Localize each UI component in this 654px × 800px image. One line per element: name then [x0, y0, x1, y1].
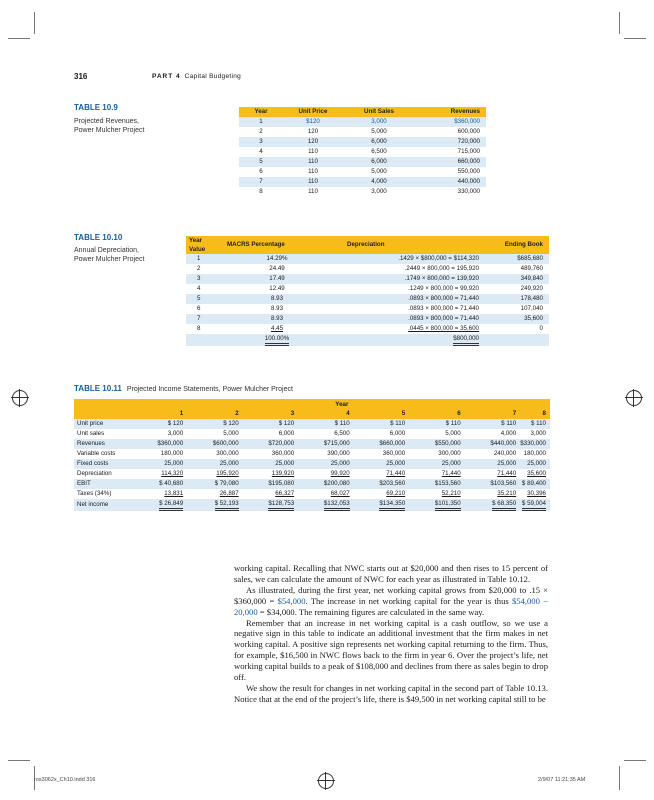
- table-cell: 110: [308, 148, 318, 155]
- table-cell: 0: [539, 325, 543, 332]
- table-cell: $132,053: [298, 499, 354, 511]
- table-cell: $ 120: [278, 420, 295, 427]
- table-row: [74, 499, 550, 511]
- crop-mark: [624, 38, 646, 39]
- table-cell: Unit price: [77, 420, 104, 427]
- table-row: [239, 187, 486, 197]
- table-row: [186, 324, 549, 334]
- table-cell: 600,000: [457, 128, 480, 135]
- table-cell: 120: [307, 138, 319, 145]
- table-cell: 249,920: [520, 285, 543, 292]
- table-cell: 349,840: [520, 275, 543, 282]
- table-cell: 360,000: [382, 450, 406, 457]
- table-cell: 100.00%: [227, 334, 327, 346]
- table-cell: 107,040: [520, 305, 543, 312]
- table-cell: 8: [259, 188, 263, 195]
- table-row: [186, 304, 549, 314]
- table-cell: 6,000: [371, 158, 387, 165]
- table-10-9-desc: Projected Revenues, Power Mulcher Project: [74, 118, 145, 134]
- table-cell: $ 110: [501, 420, 517, 427]
- table-10-10: [186, 236, 549, 346]
- table-cell: 6,000: [278, 430, 295, 437]
- table-cell: $660,000: [379, 440, 406, 447]
- table-header-cell: Year: [239, 107, 283, 117]
- registration-mark-icon: [318, 773, 334, 789]
- table-cell: 99,920: [330, 470, 350, 477]
- table-cell: 2: [259, 128, 263, 135]
- table-header-cell: 6: [409, 409, 465, 419]
- table-cell: 300,000: [438, 450, 461, 457]
- table-cell: 120: [307, 128, 319, 135]
- table-cell: .0893 × 800,000 = 71,440: [408, 315, 479, 322]
- table-cell: $685,680: [517, 255, 543, 262]
- table-cell: .1429 × $800,000 = $114,320: [398, 255, 479, 262]
- footer-file: ros3062x_Ch10.indd 316: [34, 777, 96, 783]
- crop-mark: [34, 12, 35, 34]
- table-cell: 4: [259, 148, 263, 155]
- table-cell: $ 59,004: [520, 499, 550, 511]
- table-cell: 110: [308, 168, 318, 175]
- paragraph: working capital. Recalling that NWC starts out at $20,000 and then rises to 15 percent of sales, we can calculate the amount of NWC for each year as illustrated in Table 10.12.: [234, 563, 548, 584]
- table-cell: 3: [197, 275, 201, 282]
- table-cell: $ 110: [445, 420, 461, 427]
- table-header-cell: 4: [298, 409, 354, 419]
- table-cell: 3,000: [371, 188, 387, 195]
- table-cell: $440,000: [490, 440, 517, 447]
- table-cell: 6,500: [334, 430, 350, 437]
- table-row: [239, 157, 486, 167]
- table-row: [239, 127, 486, 137]
- table-cell: .0893 × 800,000 = 71,440: [408, 295, 479, 302]
- table-cell: 6: [259, 168, 263, 175]
- table-cell: 8.93: [270, 315, 284, 322]
- table-cell: Taxes (34%): [77, 490, 112, 497]
- table-cell: $ 40,680: [159, 480, 184, 487]
- table-cell: 440,000: [457, 178, 480, 185]
- table-cell: $ 89,400: [521, 480, 546, 487]
- table-cell: 52,210: [441, 490, 461, 497]
- table-cell: $ 110: [390, 420, 406, 427]
- table-cell: 69,210: [386, 490, 406, 497]
- table-cell: 3,000: [371, 118, 387, 125]
- table-header-cell: Unit Price: [283, 107, 343, 117]
- table-row: [74, 449, 550, 459]
- table-cell: 8.93: [270, 295, 284, 302]
- table-cell: 25,000: [164, 460, 184, 467]
- table-cell: 35,210: [497, 490, 517, 497]
- table-cell: 68,027: [330, 490, 350, 497]
- table-cell: 139,920: [271, 470, 295, 477]
- table-cell: .0893 × 800,000 = 71,440: [408, 305, 479, 312]
- table-cell: 5: [197, 295, 201, 302]
- table-cell: 180,000: [160, 450, 184, 457]
- paragraph: We show the result for changes in net working capital in the second part of Table 10.13. Notice that at the end of the project’s life, there is $49,500 in net working capital still to be: [234, 682, 548, 704]
- table-cell: 5,000: [223, 430, 239, 437]
- table-cell: 330,000: [457, 188, 480, 195]
- table-cell: 25,000: [275, 460, 295, 467]
- table-header-cell: [74, 399, 134, 409]
- table-header-cell: Year: [134, 399, 550, 409]
- table-cell: $360,000: [454, 118, 480, 125]
- table-cell: 715,000: [457, 148, 480, 155]
- paragraph: As illustrated, during the first year, net working capital grows from $20,000 to .15 × $360,000 = $54,000. The increase in net working capital for the year is thus $54,000 − 20,000 = $34,000. The remaining figures are calculated in the same way.: [234, 584, 548, 617]
- table-cell: 110: [308, 188, 318, 195]
- table-cell: $720,000: [268, 440, 295, 447]
- table-cell: 6,000: [389, 430, 406, 437]
- table-10-10-desc: Annual Depreciation, Power Mulcher Project: [74, 247, 145, 263]
- table-row: [74, 439, 550, 449]
- crop-mark: [624, 760, 646, 761]
- table-cell: 25,000: [497, 460, 517, 467]
- table-cell: 110: [308, 178, 318, 185]
- table-cell: 2: [197, 265, 201, 272]
- table-cell: $ 79,080: [214, 480, 239, 487]
- table-cell: Depreciation: [77, 470, 112, 477]
- table-cell: 6,500: [371, 148, 387, 155]
- table-cell: 17.49: [269, 275, 285, 282]
- table-10-9: [239, 107, 486, 197]
- table-cell: 35,600: [527, 470, 546, 477]
- part-label: PART 4: [152, 73, 181, 80]
- table-cell: 13,831: [164, 490, 184, 497]
- table-header-cell: MACRS Percentage: [227, 236, 327, 254]
- table-cell: 25,000: [386, 460, 406, 467]
- table-cell: 25,000: [527, 460, 546, 467]
- table-cell: .0445 × 800,000 = 35,600: [408, 325, 479, 332]
- table-cell: Unit sales: [77, 430, 105, 437]
- table-cell: 390,000: [327, 450, 350, 457]
- table-row: [239, 177, 486, 187]
- table-cell: $134,350: [354, 499, 410, 511]
- table-cell: 114,320: [161, 470, 184, 477]
- table-row: [239, 117, 486, 127]
- table-cell: $128,753: [243, 499, 299, 511]
- table-cell: 1: [197, 255, 201, 262]
- table-cell: $120: [306, 118, 320, 125]
- table-row: [186, 254, 549, 264]
- table-header-cell: Unit Sales: [343, 107, 415, 117]
- table-cell: 3,000: [167, 430, 184, 437]
- table-cell: $ 110: [530, 420, 546, 427]
- table-cell: $200,080: [323, 480, 350, 487]
- table-header-cell: Ending Book: [487, 236, 549, 254]
- table-cell: 720,000: [457, 138, 480, 145]
- table-cell: $ 26,849: [134, 499, 188, 511]
- table-cell: 300,000: [216, 450, 239, 457]
- table-cell: 8: [197, 325, 201, 332]
- body-text: [234, 563, 548, 705]
- table-header-cell: 1: [134, 409, 188, 419]
- table-cell: 25,000: [330, 460, 350, 467]
- table-cell: 240,000: [493, 450, 517, 457]
- crop-mark: [619, 766, 620, 790]
- paragraph: Remember that an increase in net working capital is a cash outflow, so we use a negative sign in this table to indicate an additional investment that the firm makes in net working capital. A positive sign represents net working capital returning to the firm. Thus, for example, $16,500 in NWC flows back to the firm in year 6. Over the project’s life, net working capital builds to a peak of $108,000 and declines from there as sales begin to drop off.: [234, 617, 548, 683]
- table-row: [239, 137, 486, 147]
- table-cell: 24.49: [269, 265, 285, 272]
- table-cell: 26,887: [219, 490, 239, 497]
- table-cell: 360,000: [271, 450, 295, 457]
- table-10-11-caption: [74, 384, 293, 393]
- table-cell: 30,396: [527, 490, 546, 497]
- part-header: [152, 73, 241, 80]
- table-cell: 195,920: [216, 470, 239, 477]
- table-cell: $800,000: [327, 334, 487, 346]
- table-cell: 178,480: [520, 295, 543, 302]
- table-cell: 489,760: [520, 265, 543, 272]
- table-row: [74, 469, 550, 479]
- table-cell: $550,000: [434, 440, 461, 447]
- table-cell: 71,440: [386, 470, 406, 477]
- table-row: [186, 264, 549, 274]
- table-cell: $715,000: [323, 440, 350, 447]
- table-cell: .1249 × 800,000 = 99,920: [408, 285, 479, 292]
- table-cell: $ 120: [223, 420, 239, 427]
- table-cell: 5,000: [445, 430, 461, 437]
- table-cell: Variable costs: [77, 450, 116, 457]
- table-cell: 71,440: [441, 470, 461, 477]
- table-total-row: [186, 334, 549, 346]
- table-cell: 3,000: [530, 430, 546, 437]
- table-cell: 4: [197, 285, 201, 292]
- table-cell: [186, 334, 227, 346]
- table-cell: $203,560: [379, 480, 406, 487]
- table-cell: 4,000: [500, 430, 517, 437]
- table-row: [74, 489, 550, 499]
- table-row: [186, 274, 549, 284]
- table-cell: $ 52,193: [187, 499, 243, 511]
- table-cell: EBIT: [77, 480, 91, 487]
- table-header-cell: Revenues: [415, 107, 486, 117]
- table-cell: $153,560: [434, 480, 461, 487]
- table-row: [186, 294, 549, 304]
- table-cell: $360,000: [157, 440, 184, 447]
- table-cell: 12.49: [269, 285, 285, 292]
- table-cell: 14.29%: [266, 255, 288, 262]
- table-row: [74, 419, 550, 429]
- registration-mark-icon: [12, 390, 28, 406]
- table-cell: Revenues: [77, 440, 105, 447]
- table-header-cell: Year Value: [186, 236, 227, 254]
- table-cell: 8.93: [270, 305, 284, 312]
- table-cell: 66,327: [275, 490, 295, 497]
- table-row: [186, 284, 549, 294]
- table-cell: Fixed costs: [77, 460, 109, 467]
- table-10-9-label: TABLE 10.9: [74, 103, 118, 112]
- table-header-cell: 8: [520, 409, 550, 419]
- table-cell: 4.45: [270, 325, 284, 332]
- table-cell: .1749 × 800,000 = 139,920: [404, 275, 479, 282]
- table-10-11-label: TABLE 10.11: [74, 384, 122, 393]
- table-cell: 25,000: [441, 460, 461, 467]
- table-cell: 5: [259, 158, 263, 165]
- table-row: [74, 479, 550, 489]
- table-cell: 550,000: [457, 168, 480, 175]
- table-cell: 35,600: [524, 315, 543, 322]
- table-header-cell: 2: [187, 409, 243, 419]
- table-cell: $101,350: [409, 499, 465, 511]
- table-cell: $195,080: [268, 480, 295, 487]
- table-cell: .2449 × 800,000 = 195,920: [404, 265, 479, 272]
- table-cell: [487, 334, 549, 346]
- crop-mark: [619, 12, 620, 34]
- table-cell: 25,000: [219, 460, 239, 467]
- table-10-11-title: Projected Income Statements, Power Mulcher Project: [126, 386, 293, 393]
- table-cell: $ 110: [334, 420, 350, 427]
- table-cell: 5,000: [371, 128, 387, 135]
- table-cell: 5,000: [371, 168, 387, 175]
- table-cell: $600,000: [212, 440, 239, 447]
- table-cell: 71,440: [497, 470, 517, 477]
- table-10-10-label: TABLE 10.10: [74, 233, 123, 242]
- registration-mark-icon: [626, 390, 642, 406]
- table-cell: 1: [259, 118, 263, 125]
- table-cell: 6,000: [371, 138, 387, 145]
- table-row: [74, 429, 550, 439]
- footer-timestamp: 2/9/07 11:21:35 AM: [538, 777, 586, 783]
- table-header-cell: 3: [243, 409, 299, 419]
- table-cell: $330,000: [520, 440, 546, 447]
- part-title: Capital Budgeting: [184, 73, 242, 80]
- table-cell: 660,000: [457, 158, 480, 165]
- table-header-cell: [74, 409, 134, 419]
- table-row: [239, 147, 486, 157]
- table-cell: 7: [197, 315, 201, 322]
- table-header-cell: 7: [465, 409, 521, 419]
- table-cell: 4,000: [371, 178, 387, 185]
- table-cell: $103,560: [490, 480, 517, 487]
- table-cell: 3: [259, 138, 263, 145]
- table-header-cell: Depreciation: [327, 236, 487, 254]
- table-cell: 110: [308, 158, 318, 165]
- table-cell: 7: [259, 178, 263, 185]
- page-number: 316: [74, 72, 88, 81]
- crop-mark: [8, 38, 30, 39]
- crop-mark: [8, 760, 30, 761]
- table-cell: $ 120: [167, 420, 184, 427]
- table-cell: $ 68,350: [465, 499, 521, 511]
- table-cell: 180,000: [523, 450, 546, 457]
- table-header-cell: 5: [354, 409, 410, 419]
- table-row: [239, 167, 486, 177]
- table-cell: 6: [197, 305, 201, 312]
- table-row: [186, 314, 549, 324]
- table-row: [74, 459, 550, 469]
- table-10-11: [74, 399, 550, 511]
- table-cell: Net income: [77, 501, 109, 508]
